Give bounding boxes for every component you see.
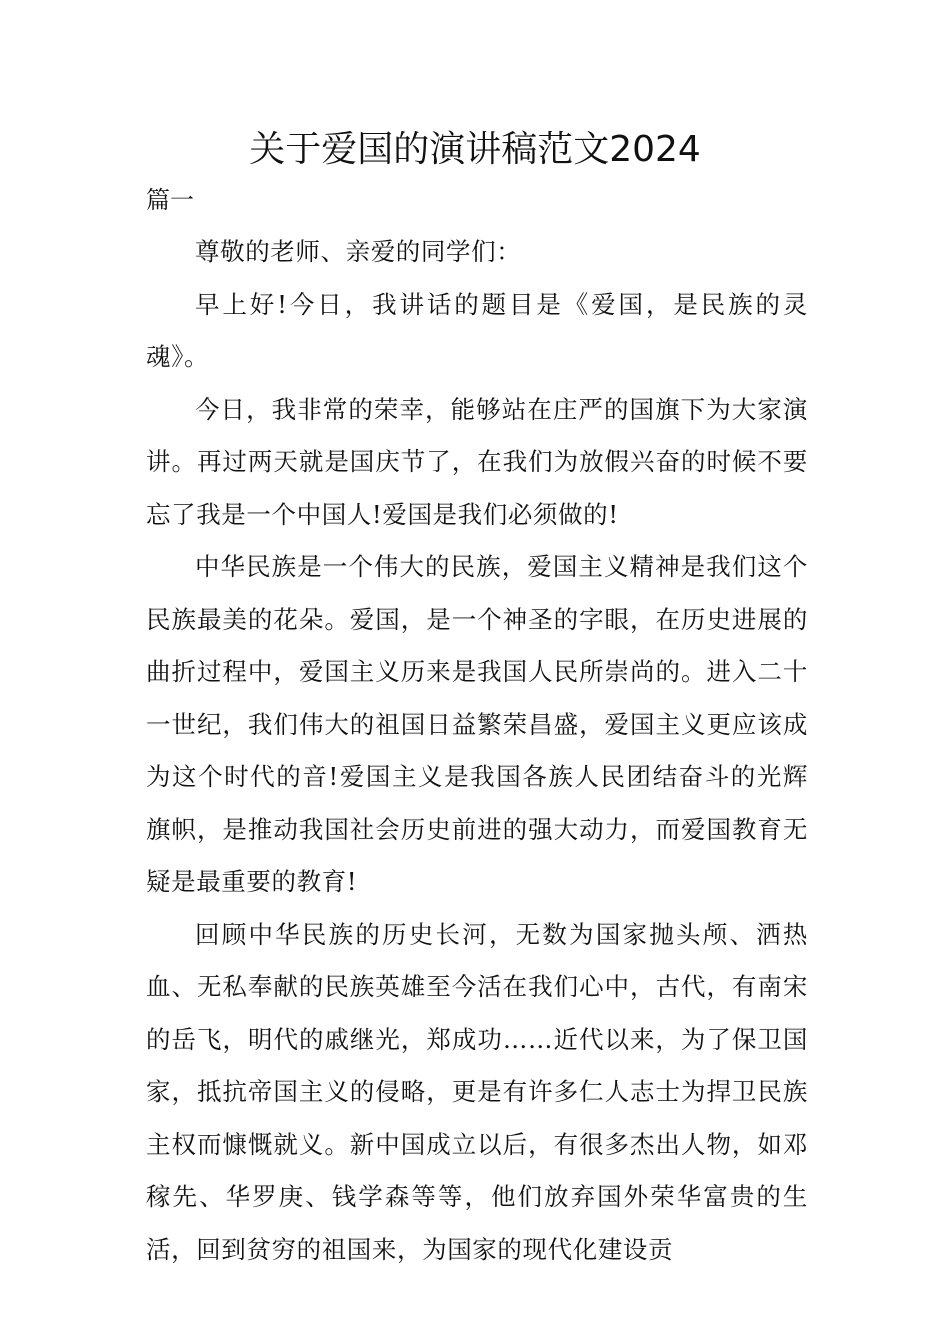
paragraph-salutation: 尊敬的老师、亲爱的同学们： xyxy=(195,237,522,266)
paragraph-intro: 今日，我非常的荣幸，能够站在庄严的国旗下为大家演讲。再过两天就是国庆节了，在我们为放假兴奋的时候不要忘了我是一个中国人!爱国是我们必须做的! xyxy=(146,394,808,529)
document-title: 关于爱国的演讲稿范文2024 xyxy=(249,129,701,170)
paragraph-history: 回顾中华民族的历史长河，无数为国家抛头颅、洒热血、无私奉献的民族英雄至今活在我们心中，古代，有南宋的岳飞，明代的戚继光，郑成功……近代以来，为了保卫国家，抵抗帝国主义的侵略，更是有许多仁人志士为捍卫民族主权而慷慨就义。新中国成立以后，有很多杰出人物，如邓稼先、华罗庚、钱学森等等，他们放弃国外荣华富贵的生活，回到贫穷的祖国来，为国家的现代化建设贡 xyxy=(146,919,808,1264)
paragraph-patriotism: 中华民族是一个伟大的民族，爱国主义精神是我们这个民族最美的花朵。爱国，是一个神圣的字眼，在历史进展的曲折过程中，爱国主义历来是我国人民所崇尚的。进入二十一世纪，我们伟大的祖国日益繁荣昌盛，爱国主义更应该成为这个时代的音!爱国主义是我国各族人民团结奋斗的光辉旗帜，是推动我国社会历史前进的强大动力，而爱国教育无疑是最重要的教育! xyxy=(146,552,808,896)
document-body xyxy=(146,226,808,1276)
section-label: 篇一 xyxy=(146,186,194,214)
paragraph-greeting: 早上好!今日，我讲话的题目是《爱国，是民族的灵魂》。 xyxy=(146,289,808,371)
